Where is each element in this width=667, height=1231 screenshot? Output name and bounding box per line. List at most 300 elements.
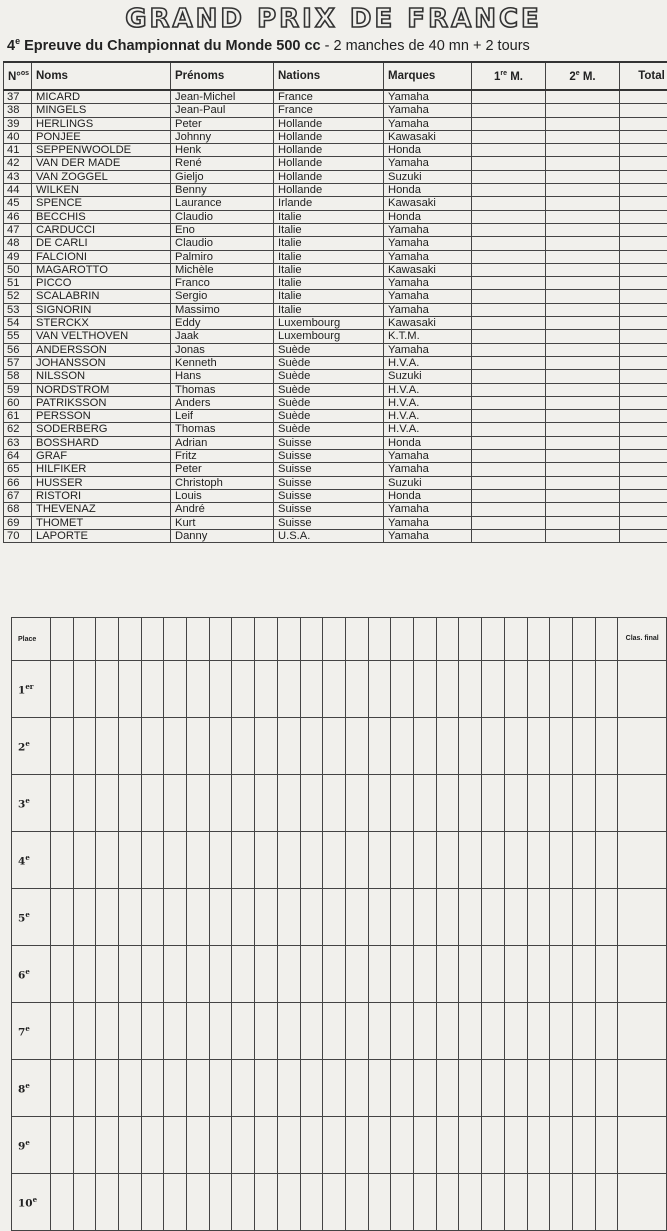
- lap-cell: [255, 775, 278, 832]
- lap-cell: [436, 832, 459, 889]
- rider-firstname: Adrian: [171, 436, 274, 449]
- rider-nation: Suède: [274, 410, 384, 423]
- col-header-prenom: Prénoms: [171, 62, 274, 90]
- rider-firstname: Jonas: [171, 343, 274, 356]
- lap-cell: [164, 832, 187, 889]
- lap-cell: [504, 661, 527, 718]
- result-total: [620, 489, 667, 502]
- place-row: [12, 946, 667, 1003]
- rider-firstname: Massimo: [171, 303, 274, 316]
- lap-cell: [459, 661, 482, 718]
- lap-cell: [459, 832, 482, 889]
- lap-cell: [187, 718, 210, 775]
- result-total: [620, 383, 667, 396]
- result-manche-2: [546, 170, 620, 183]
- lap-header-cell: [323, 618, 346, 661]
- lap-cell: [527, 775, 550, 832]
- rider-make: Yamaha: [384, 277, 472, 290]
- rider-firstname: Hans: [171, 370, 274, 383]
- lap-cell: [414, 1174, 437, 1231]
- rider-firstname: Peter: [171, 117, 274, 130]
- lap-cell: [595, 1060, 618, 1117]
- lap-cell: [277, 1060, 300, 1117]
- lap-cell: [255, 946, 278, 1003]
- result-manche-1: [472, 410, 546, 423]
- lap-cell: [527, 946, 550, 1003]
- lap-header-cell: [118, 618, 141, 661]
- table-row: [4, 317, 667, 330]
- result-manche-1: [472, 463, 546, 476]
- lap-cell: [277, 889, 300, 946]
- lap-cell: [345, 832, 368, 889]
- result-manche-2: [546, 503, 620, 516]
- lap-cell: [550, 946, 573, 1003]
- rider-make: Yamaha: [384, 516, 472, 529]
- lap-header-cell: [482, 618, 505, 661]
- lap-cell: [527, 1174, 550, 1231]
- rider-number: 40: [4, 130, 32, 143]
- rider-nation: Suisse: [274, 476, 384, 489]
- rider-nation: Hollande: [274, 184, 384, 197]
- lap-cell: [96, 661, 119, 718]
- lap-cell: [595, 1174, 618, 1231]
- table-header-row: [4, 62, 667, 90]
- rider-nation: Suisse: [274, 503, 384, 516]
- rider-number: 49: [4, 250, 32, 263]
- rider-nation: Italie: [274, 223, 384, 236]
- result-manche-2: [546, 263, 620, 276]
- result-manche-2: [546, 529, 620, 542]
- rider-make: Suzuki: [384, 476, 472, 489]
- lap-cell: [118, 718, 141, 775]
- result-manche-1: [472, 529, 546, 542]
- col-header-num: N°$^{os}$: [4, 62, 32, 90]
- lap-cell: [255, 1174, 278, 1231]
- lap-cell: [96, 1117, 119, 1174]
- lap-cell: [209, 832, 232, 889]
- place-row: [12, 1117, 667, 1174]
- lap-cell: [368, 1060, 391, 1117]
- rider-nation: Italie: [274, 290, 384, 303]
- rider-make: Honda: [384, 436, 472, 449]
- rider-firstname: Eddy: [171, 317, 274, 330]
- result-total: [620, 130, 667, 143]
- lap-cell: [550, 832, 573, 889]
- rider-firstname: Claudio: [171, 210, 274, 223]
- page-title: GRAND PRIX DE FRANCE: [0, 4, 667, 34]
- result-manche-1: [472, 263, 546, 276]
- lap-cell: [73, 1174, 96, 1231]
- lap-cell: [414, 1117, 437, 1174]
- rider-nation: Hollande: [274, 170, 384, 183]
- rider-make: Yamaha: [384, 237, 472, 250]
- table-row: [4, 277, 667, 290]
- lap-cell: [187, 889, 210, 946]
- lap-cell: [187, 775, 210, 832]
- rider-surname: RISTORI: [32, 489, 171, 502]
- lap-header-cell: [504, 618, 527, 661]
- rider-nation: Suède: [274, 356, 384, 369]
- col-header-manche-1: 1re M.: [472, 62, 546, 90]
- rider-nation: Suisse: [274, 436, 384, 449]
- lap-cell: [391, 1117, 414, 1174]
- rider-surname: STERCKX: [32, 317, 171, 330]
- rider-make: Suzuki: [384, 170, 472, 183]
- lap-cell: [436, 889, 459, 946]
- lap-cell: [73, 889, 96, 946]
- lap-cell: [414, 946, 437, 1003]
- lap-cell: [572, 946, 595, 1003]
- lap-cell: [73, 775, 96, 832]
- rider-nation: Suisse: [274, 450, 384, 463]
- lap-cell: [118, 775, 141, 832]
- rider-surname: PONJEE: [32, 130, 171, 143]
- lap-cell: [50, 718, 73, 775]
- lap-cell: [572, 1117, 595, 1174]
- lap-cell: [164, 1060, 187, 1117]
- rider-firstname: René: [171, 157, 274, 170]
- result-manche-1: [472, 277, 546, 290]
- table-row: [4, 396, 667, 409]
- table-row: [4, 489, 667, 502]
- rider-make: Yamaha: [384, 250, 472, 263]
- rider-nation: Hollande: [274, 117, 384, 130]
- rider-number: 70: [4, 529, 32, 542]
- lap-cell: [255, 889, 278, 946]
- rider-surname: NORDSTROM: [32, 383, 171, 396]
- lap-cell: [572, 889, 595, 946]
- rider-number: 41: [4, 144, 32, 157]
- result-total: [620, 370, 667, 383]
- lap-cell: [572, 1003, 595, 1060]
- lap-cell: [345, 661, 368, 718]
- lap-cell: [232, 1003, 255, 1060]
- table-row: [4, 130, 667, 143]
- lap-cell: [141, 718, 164, 775]
- rider-number: 66: [4, 476, 32, 489]
- lap-cell: [164, 1117, 187, 1174]
- lap-cell: [459, 1003, 482, 1060]
- lap-header-cell: [73, 618, 96, 661]
- result-manche-2: [546, 489, 620, 502]
- rider-make: H.V.A.: [384, 410, 472, 423]
- result-manche-1: [472, 117, 546, 130]
- table-row: [4, 210, 667, 223]
- result-total: [620, 317, 667, 330]
- rider-number: 51: [4, 277, 32, 290]
- lap-cell: [323, 775, 346, 832]
- rider-make: Yamaha: [384, 117, 472, 130]
- result-manche-1: [472, 303, 546, 316]
- final-classification-cell: [618, 1003, 667, 1060]
- lap-cell: [414, 718, 437, 775]
- lap-cell: [118, 1003, 141, 1060]
- lap-cell: [50, 1117, 73, 1174]
- lap-cell: [50, 775, 73, 832]
- col-header-marque: Marques: [384, 62, 472, 90]
- lap-cell: [482, 1003, 505, 1060]
- place-label: 8e: [12, 1060, 51, 1117]
- lap-header-cell: [414, 618, 437, 661]
- final-classification-cell: [618, 889, 667, 946]
- result-manche-1: [472, 197, 546, 210]
- lap-cell: [277, 718, 300, 775]
- place-row: [12, 718, 667, 775]
- lap-cell: [482, 661, 505, 718]
- lap-cell: [187, 832, 210, 889]
- lap-cell: [141, 1117, 164, 1174]
- lap-cell: [482, 1174, 505, 1231]
- lap-cell: [164, 1174, 187, 1231]
- rider-firstname: Laurance: [171, 197, 274, 210]
- final-classification-header: Clas. final: [618, 618, 667, 661]
- rider-surname: HILFIKER: [32, 463, 171, 476]
- lap-cell: [527, 718, 550, 775]
- lap-cell: [368, 832, 391, 889]
- result-manche-2: [546, 250, 620, 263]
- lap-cell: [50, 1174, 73, 1231]
- lap-cell: [73, 1060, 96, 1117]
- lap-cell: [572, 1174, 595, 1231]
- rider-surname: SIGNORIN: [32, 303, 171, 316]
- rider-surname: PICCO: [32, 277, 171, 290]
- result-manche-2: [546, 223, 620, 236]
- rider-surname: LAPORTE: [32, 529, 171, 542]
- lap-cell: [482, 946, 505, 1003]
- rider-number: 50: [4, 263, 32, 276]
- lap-cell: [187, 1117, 210, 1174]
- result-manche-1: [472, 489, 546, 502]
- rider-nation: Hollande: [274, 157, 384, 170]
- rider-nation: Suisse: [274, 489, 384, 502]
- lap-cell: [391, 946, 414, 1003]
- lap-cell: [595, 718, 618, 775]
- result-total: [620, 144, 667, 157]
- result-manche-1: [472, 383, 546, 396]
- lap-cell: [572, 718, 595, 775]
- lap-cell: [300, 1060, 323, 1117]
- rider-surname: BOSSHARD: [32, 436, 171, 449]
- place-row: [12, 1060, 667, 1117]
- lap-cell: [164, 946, 187, 1003]
- lap-cell: [572, 661, 595, 718]
- lap-cell: [300, 1174, 323, 1231]
- lap-header-cell: [50, 618, 73, 661]
- lap-cell: [527, 1060, 550, 1117]
- col-header-total: Total: [620, 62, 667, 90]
- rider-number: 61: [4, 410, 32, 423]
- lap-cell: [482, 1060, 505, 1117]
- rider-surname: SEPPENWOOLDE: [32, 144, 171, 157]
- lap-cell: [141, 1003, 164, 1060]
- lap-cell: [164, 661, 187, 718]
- rider-surname: THOMET: [32, 516, 171, 529]
- rider-nation: Italie: [274, 263, 384, 276]
- lap-cell: [118, 889, 141, 946]
- place-row: [12, 1174, 667, 1231]
- lap-cell: [73, 946, 96, 1003]
- rider-firstname: Jean-Michel: [171, 90, 274, 104]
- lap-cell: [164, 775, 187, 832]
- table-row: [4, 529, 667, 542]
- result-manche-1: [472, 317, 546, 330]
- lap-cell: [187, 661, 210, 718]
- lap-cell: [527, 661, 550, 718]
- lap-cell: [482, 889, 505, 946]
- rider-firstname: Benny: [171, 184, 274, 197]
- result-manche-1: [472, 516, 546, 529]
- lap-cell: [50, 946, 73, 1003]
- rider-make: Yamaha: [384, 104, 472, 117]
- lap-cell: [73, 832, 96, 889]
- table-row: [4, 184, 667, 197]
- rider-firstname: Sergio: [171, 290, 274, 303]
- rider-make: H.V.A.: [384, 396, 472, 409]
- lap-cell: [300, 775, 323, 832]
- table-row: [4, 463, 667, 476]
- rider-number: 59: [4, 383, 32, 396]
- rider-nation: Suède: [274, 396, 384, 409]
- lap-cell: [141, 775, 164, 832]
- rider-make: Yamaha: [384, 290, 472, 303]
- lap-cell: [436, 1060, 459, 1117]
- rider-nation: Italie: [274, 210, 384, 223]
- lap-cell: [255, 1060, 278, 1117]
- rider-surname: SPENCE: [32, 197, 171, 210]
- lap-header-cell: [209, 618, 232, 661]
- lap-cell: [141, 889, 164, 946]
- lap-cell: [255, 661, 278, 718]
- result-total: [620, 210, 667, 223]
- lap-header-cell: [164, 618, 187, 661]
- lap-cell: [482, 718, 505, 775]
- rider-firstname: Danny: [171, 529, 274, 542]
- lap-cell: [595, 946, 618, 1003]
- result-manche-1: [472, 330, 546, 343]
- lap-cell: [504, 718, 527, 775]
- lap-cell: [391, 775, 414, 832]
- lap-cell: [527, 889, 550, 946]
- result-manche-2: [546, 343, 620, 356]
- lap-cell: [232, 1174, 255, 1231]
- rider-number: 53: [4, 303, 32, 316]
- lap-cell: [50, 832, 73, 889]
- result-manche-2: [546, 117, 620, 130]
- lap-cell: [323, 946, 346, 1003]
- rider-make: Yamaha: [384, 463, 472, 476]
- rider-number: 43: [4, 170, 32, 183]
- result-manche-2: [546, 476, 620, 489]
- lap-cell: [232, 946, 255, 1003]
- place-label: 4e: [12, 832, 51, 889]
- result-total: [620, 170, 667, 183]
- result-total: [620, 250, 667, 263]
- lap-cell: [96, 832, 119, 889]
- rider-number: 63: [4, 436, 32, 449]
- result-manche-2: [546, 104, 620, 117]
- rider-surname: DE CARLI: [32, 237, 171, 250]
- lap-cell: [368, 946, 391, 1003]
- rider-surname: CARDUCCI: [32, 223, 171, 236]
- col-header-nation: Nations: [274, 62, 384, 90]
- rider-number: 65: [4, 463, 32, 476]
- table-row: [4, 157, 667, 170]
- lap-header-cell: [187, 618, 210, 661]
- lap-header-cell: [459, 618, 482, 661]
- result-manche-2: [546, 290, 620, 303]
- result-total: [620, 303, 667, 316]
- rider-nation: Italie: [274, 277, 384, 290]
- lap-cell: [141, 832, 164, 889]
- table-row: [4, 503, 667, 516]
- lap-cell: [414, 775, 437, 832]
- result-total: [620, 396, 667, 409]
- rider-make: Suzuki: [384, 370, 472, 383]
- rider-firstname: Leif: [171, 410, 274, 423]
- rider-nation: U.S.A.: [274, 529, 384, 542]
- lap-cell: [345, 889, 368, 946]
- table-row: [4, 343, 667, 356]
- table-row: [4, 90, 667, 104]
- lap-cell: [391, 889, 414, 946]
- rider-number: 46: [4, 210, 32, 223]
- result-manche-1: [472, 223, 546, 236]
- lap-cell: [368, 1117, 391, 1174]
- result-manche-2: [546, 463, 620, 476]
- lap-cell: [323, 1060, 346, 1117]
- table-row: [4, 370, 667, 383]
- result-manche-1: [472, 157, 546, 170]
- rider-nation: Suède: [274, 343, 384, 356]
- lap-cell: [96, 1003, 119, 1060]
- lap-cell: [414, 889, 437, 946]
- rider-surname: HERLINGS: [32, 117, 171, 130]
- lap-cell: [459, 889, 482, 946]
- rider-surname: BECCHIS: [32, 210, 171, 223]
- rider-number: 56: [4, 343, 32, 356]
- table-row: [4, 330, 667, 343]
- rider-make: Kawasaki: [384, 130, 472, 143]
- final-classification-cell: [618, 946, 667, 1003]
- place-label: 10e: [12, 1174, 51, 1231]
- lap-cell: [504, 889, 527, 946]
- lap-cell: [164, 1003, 187, 1060]
- table-row: [4, 410, 667, 423]
- lap-cell: [277, 832, 300, 889]
- lap-cell: [232, 1117, 255, 1174]
- lap-header-cell: [550, 618, 573, 661]
- rider-number: 57: [4, 356, 32, 369]
- rider-make: Kawasaki: [384, 317, 472, 330]
- result-manche-2: [546, 157, 620, 170]
- lap-cell: [277, 775, 300, 832]
- table-row: [4, 516, 667, 529]
- rider-firstname: Anders: [171, 396, 274, 409]
- rider-surname: SODERBERG: [32, 423, 171, 436]
- rider-number: 39: [4, 117, 32, 130]
- lap-cell: [527, 832, 550, 889]
- rider-nation: Italie: [274, 237, 384, 250]
- rider-make: Yamaha: [384, 223, 472, 236]
- table-row: [4, 303, 667, 316]
- lap-cell: [436, 661, 459, 718]
- table-row: [4, 223, 667, 236]
- rider-surname: JOHANSSON: [32, 356, 171, 369]
- result-manche-2: [546, 90, 620, 104]
- final-classification-cell: [618, 1117, 667, 1174]
- result-total: [620, 330, 667, 343]
- result-total: [620, 263, 667, 276]
